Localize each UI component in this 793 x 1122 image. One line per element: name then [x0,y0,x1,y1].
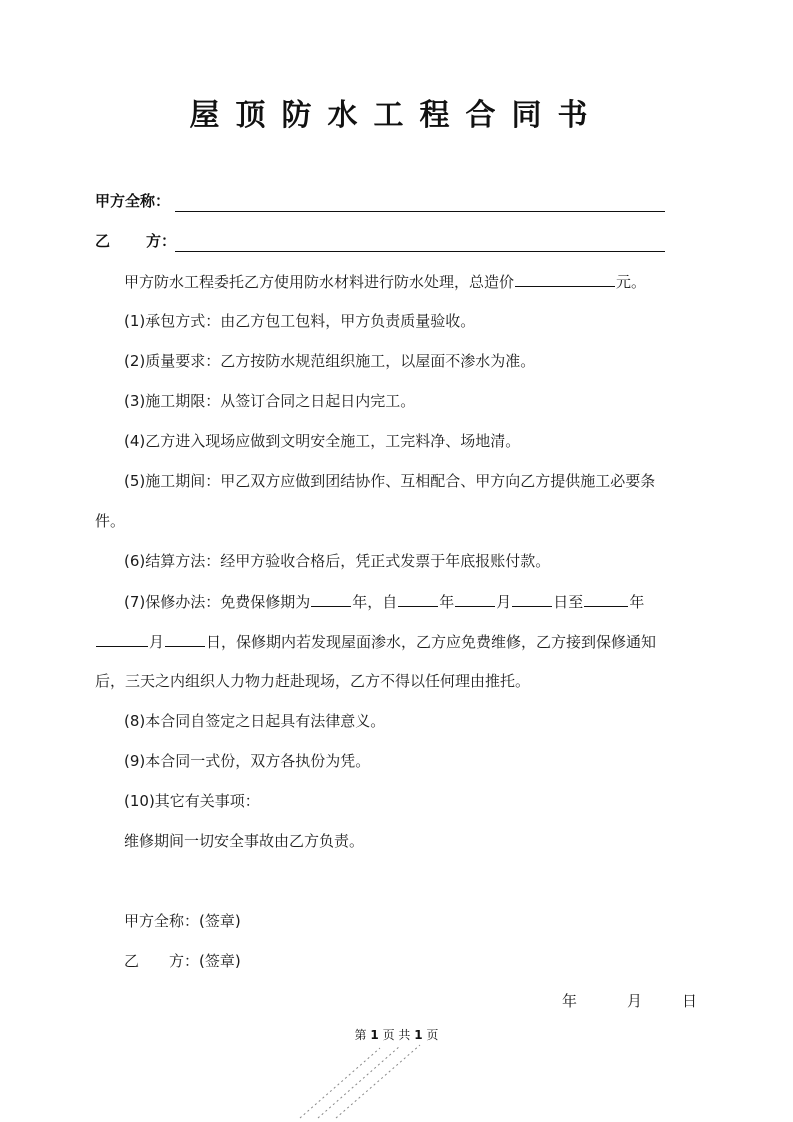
clause-7-line-3: 后，三天之内组织人力物力赶赴现场，乙方不得以任何理由推托。 [95,672,531,690]
footer-text-1: 第 [354,1028,367,1042]
party-b-label-1: 乙 [95,232,111,250]
clause-6: (6)结算方法：经甲方验收合格后，凭正式发票于年底报账付款。 [124,552,551,570]
clause-10-text: 维修期间一切安全事故由乙方负责。 [124,832,365,850]
footer-text-3: 页 [426,1028,439,1042]
intro-text: 甲方防水工程委托乙方使用防水材料进行防水处理，总造价 [124,273,515,291]
clause-3: (3)施工期限：从签订合同之日起日内完工。 [124,392,416,410]
party-a-signature: 甲方全称：(签章) [124,912,241,930]
party-a-label: 甲方全称： [95,192,171,210]
clause-7-text-f: 年 [629,593,645,611]
clause-7-text-d: 月 [496,593,512,611]
intro-unit: 元。 [616,273,647,291]
clause-7-text-g: 月 [149,633,165,651]
footer-text-2: 页 共 [382,1028,411,1042]
clause-7-text-c: 年 [439,593,455,611]
footer-total-pages: 1 [414,1028,423,1042]
clause-7-text-h: 日，保修期内若发现屋面渗水，乙方应免费维修，乙方接到保修通知 [206,633,657,651]
date-day: 日 [682,992,698,1010]
clause-8: (8)本合同自签定之日起具有法律意义。 [124,712,386,730]
document-title: 屋顶防水工程合同书 [189,98,604,133]
clause-7-text-a: (7)保修办法：免费保修期为 [124,593,311,611]
diagonal-line-1 [300,1048,380,1118]
date-month: 月 [627,992,643,1010]
party-b-sign-label-2: 方：(签章) [169,952,241,970]
diagonal-line-2 [318,1046,400,1118]
party-b-label-2: 方： [146,232,177,250]
clause-10: (10)其它有关事项： [124,792,260,810]
clause-9: (9)本合同一式份，双方各执份为凭。 [124,752,371,770]
date-year: 年 [562,992,578,1010]
clause-5-line-2: 件。 [95,512,126,530]
clause-7-text-e: 日至 [553,593,584,611]
clause-2: (2)质量要求：乙方按防水规范组织施工，以屋面不渗水为准。 [124,352,536,370]
clause-5-line-1: (5)施工期间：甲乙双方应做到团结协作、互相配合、甲方向乙方提供施工必要条 [124,472,656,490]
clause-7-text-b: 年，自 [352,593,398,611]
clause-4: (4)乙方进入现场应做到文明安全施工，工完料净、场地清。 [124,432,521,450]
footer-page-number: 1 [370,1028,379,1042]
diagonal-line-3 [336,1045,420,1118]
party-b-sign-label-1: 乙 [124,952,140,970]
clause-1: (1)承包方式：由乙方包工包料，甲方负责质量验收。 [124,312,476,330]
